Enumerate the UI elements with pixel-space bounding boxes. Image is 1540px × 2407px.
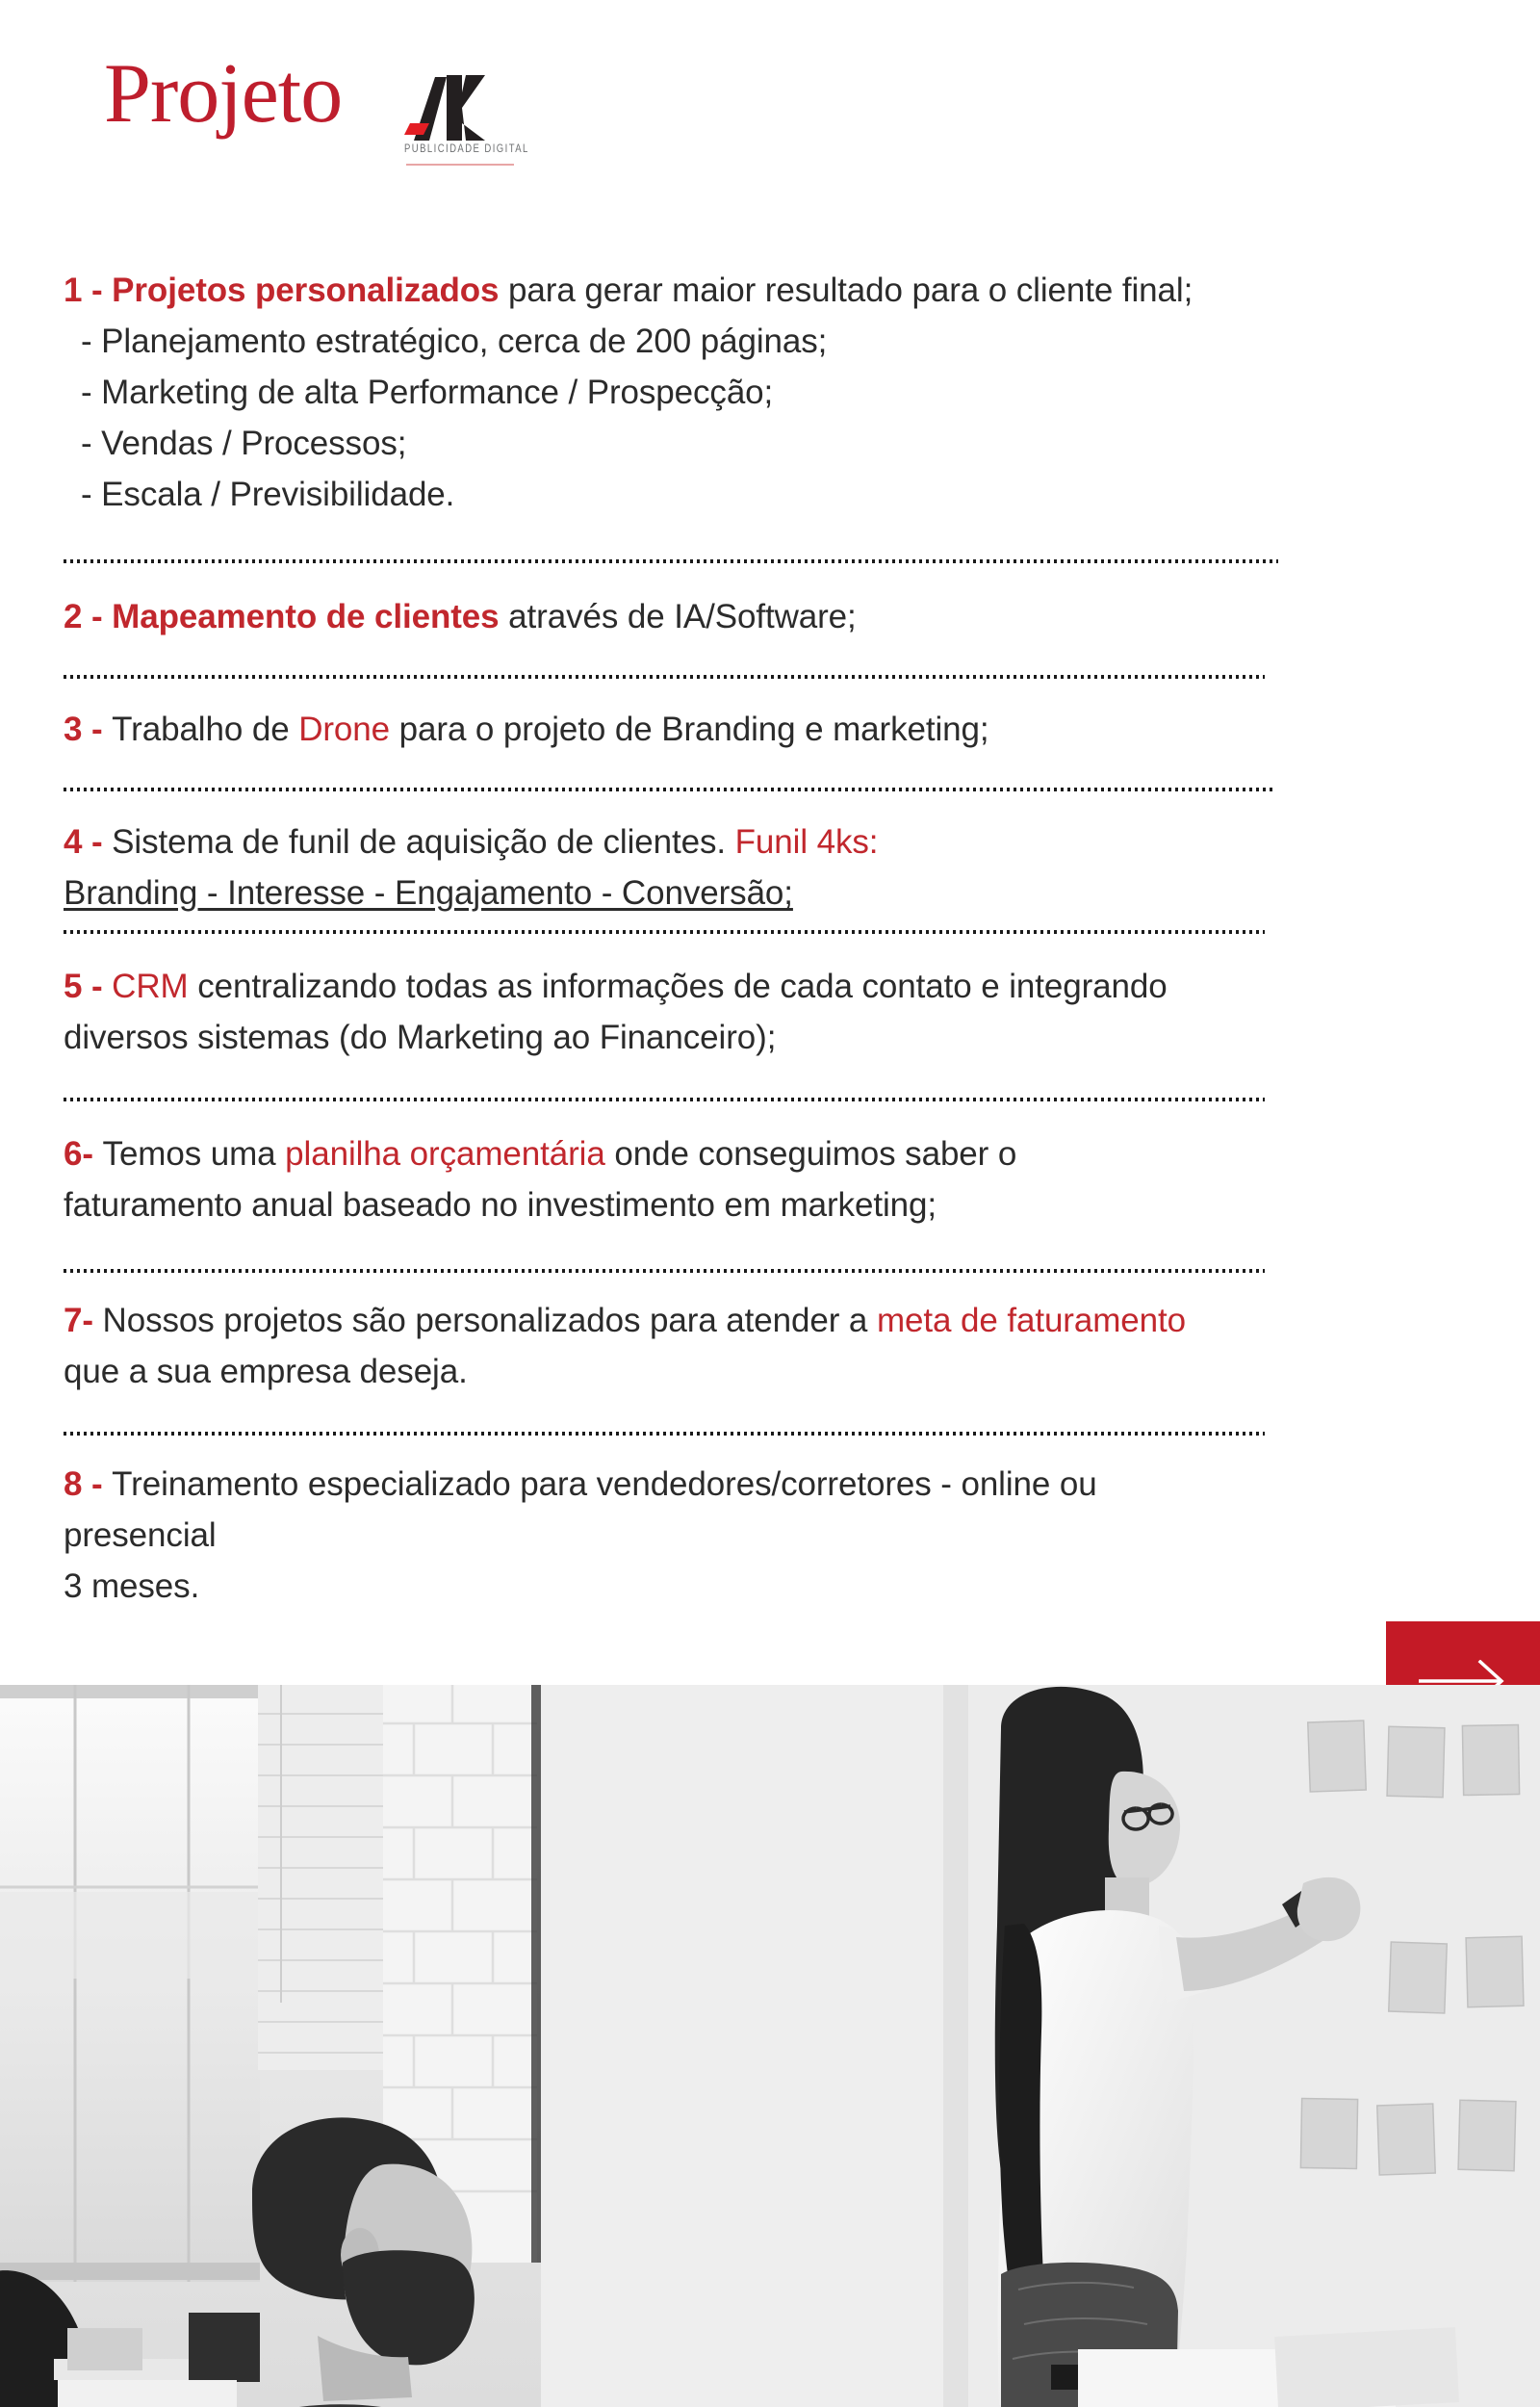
item-1-heading: Projetos personalizados [112, 272, 500, 309]
separator-6 [64, 1269, 1265, 1273]
item-4-lead: Sistema de funil de aquisição de clientes. [112, 823, 735, 861]
item-3-number: 3 - [64, 711, 113, 748]
item-6-highlight: planilha orçamentária [285, 1135, 605, 1173]
item-8-line-1 [64, 1459, 1507, 1510]
item-2-heading-line [64, 591, 1507, 642]
item-7-line-2: que a sua empresa deseja. [64, 1353, 468, 1390]
separator-5 [64, 1098, 1265, 1101]
office-photo [0, 1685, 1540, 2407]
logo-underline [406, 164, 514, 166]
list-item-1 [64, 265, 1507, 520]
ak-monogram-icon [402, 75, 518, 141]
item-6-line-2: faturamento anual baseado no investimento em marketing; [64, 1186, 937, 1224]
item-2-number: 2 - [64, 598, 113, 635]
item-6-lead: Temos uma [102, 1135, 286, 1173]
separator-3 [64, 788, 1274, 791]
item-3-lead: Trabalho de [112, 711, 299, 748]
item-8-line-3: 3 meses. [64, 1567, 200, 1605]
item-6-line-1 [64, 1128, 1507, 1179]
item-3-rest: para o projeto de Branding e marketing; [390, 711, 989, 748]
list-item-5 [64, 961, 1507, 1063]
item-6-rest: onde conseguimos saber o [604, 1135, 1017, 1173]
item-4-line-2: Branding - Interesse - Engajamento - Conversão; [64, 874, 793, 912]
item-5-line-1 [64, 961, 1507, 1012]
separator-4 [64, 930, 1265, 934]
item-1-sub-1: - Planejamento estratégico, cerca de 200 páginas; [81, 323, 828, 360]
item-2-rest: através de IA/Software; [499, 598, 857, 635]
item-5-number: 5 - [64, 968, 113, 1005]
item-8-number: 8 - [64, 1465, 113, 1503]
item-1-rest: para gerar maior resultado para o cliente final; [499, 272, 1194, 309]
item-4-highlight: Funil 4ks: [734, 823, 879, 861]
item-5-rest: centralizando todas as informações de cada contato e integrando [188, 968, 1168, 1005]
list-item-7 [64, 1295, 1507, 1397]
separator-1 [64, 559, 1278, 563]
ak-logo [402, 75, 529, 171]
list-item-3 [64, 704, 1507, 755]
list-item-2 [64, 591, 1507, 642]
separator-7 [64, 1432, 1265, 1436]
item-6-number: 6- [64, 1135, 103, 1173]
item-7-highlight: meta de faturamento [876, 1302, 1187, 1339]
item-1-heading-line [64, 265, 1507, 316]
item-7-line-1 [64, 1295, 1507, 1346]
item-4-line-1 [64, 816, 1507, 867]
page-title: Projeto [104, 47, 343, 141]
item-1-number: 1 - [64, 272, 113, 309]
item-1-sub-4: - Escala / Previsibilidade. [81, 476, 455, 513]
item-8-lead: Treinamento especializado para vendedores/corretores - online ou [112, 1465, 1097, 1503]
logo-tagline: PUBLICIDADE DIGITAL [404, 142, 529, 156]
list-item-4 [64, 816, 1507, 919]
item-3-highlight: Drone [298, 711, 391, 748]
item-7-number: 7- [64, 1302, 103, 1339]
item-1-sub-2: - Marketing de alta Performance / Prospecção; [81, 374, 774, 411]
item-2-heading: Mapeamento de clientes [112, 598, 500, 635]
item-4-number: 4 - [64, 823, 113, 861]
item-5-highlight: CRM [112, 968, 189, 1005]
item-5-line-2: diversos sistemas (do Marketing ao Financeiro); [64, 1019, 777, 1056]
item-1-sub-3: - Vendas / Processos; [81, 425, 407, 462]
separator-2 [64, 675, 1265, 679]
item-3-line [64, 704, 1507, 755]
item-8-line-2: presencial [64, 1516, 217, 1554]
page-header [0, 0, 1540, 193]
list-item-8 [64, 1459, 1507, 1612]
list-item-6 [64, 1128, 1507, 1230]
item-7-lead: Nossos projetos são personalizados para atender a [102, 1302, 877, 1339]
